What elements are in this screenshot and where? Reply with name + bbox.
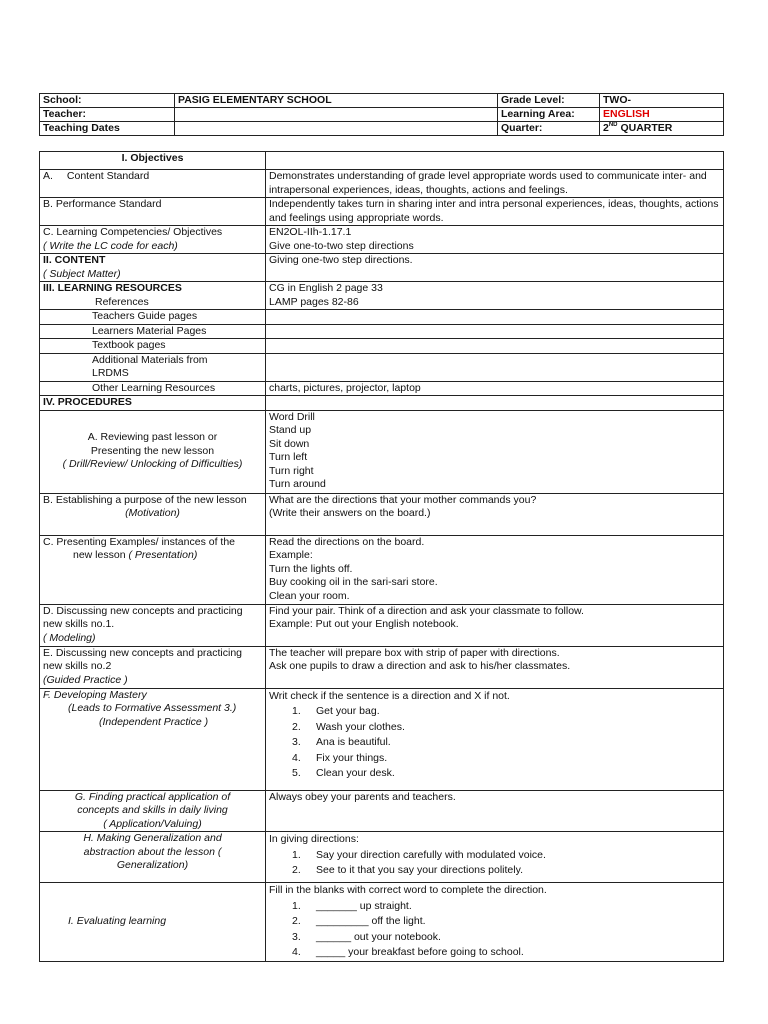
teaching-dates-label: Teaching Dates: [40, 122, 175, 136]
procedure-c-row: [40, 535, 724, 604]
procedure-f-row: [40, 688, 724, 790]
procedure-g-text: Always obey your parents and teachers.: [266, 790, 724, 832]
list-item: 4. _____ your breakfast before going to school.: [292, 946, 524, 958]
procedure-e-line-2: Ask one pupils to draw a direction and ask to his/her classmates.: [269, 660, 571, 672]
additional-materials-row: [40, 353, 724, 381]
quarter-word: QUARTER: [620, 122, 673, 134]
procedure-c-note: ( Presentation): [128, 549, 198, 561]
teacher-label: Teacher:: [40, 108, 175, 122]
teaching-dates-value: [175, 122, 498, 136]
grade-level-label: Grade Level:: [498, 94, 600, 108]
reference-cg: CG in English 2 page 33: [269, 282, 383, 294]
content-standard-text: Demonstrates understanding of grade level appropriate words used to communicate inter- and intrapersonal experiences, ideas, thoughts, actions and feelings.: [266, 170, 724, 198]
procedure-b-row: [40, 493, 724, 535]
procedure-a-label-2: Presenting the new lesson: [90, 444, 215, 457]
procedure-a-label-1: A. Reviewing past lesson or: [87, 431, 218, 444]
procedure-a-row: [40, 410, 724, 493]
list-item: 3. ______ out your notebook.: [292, 930, 441, 943]
procedure-g-row: [40, 790, 724, 832]
other-resources-label: Other Learning Resources: [40, 381, 266, 396]
performance-standard-text: Independently takes turn in sharing inter and intra personal experiences, ideas, thoughts, actions and feelings using appropriate words.: [266, 198, 724, 226]
procedure-f-intro: Writ check if the sentence is a direction and X if not.: [269, 689, 510, 702]
procedure-h-intro: In giving directions:: [269, 833, 359, 845]
list-item: 2. _________ off the light.: [292, 915, 426, 927]
content-standard-letter: A.: [43, 170, 53, 182]
list-item: 4. Fix your things.: [292, 751, 388, 764]
procedure-h-row: [40, 832, 724, 883]
competency-text: Give one-to-two step directions: [269, 239, 414, 252]
procedure-c-line: Turn the lights off.: [269, 562, 353, 575]
quarter-value: [600, 122, 724, 136]
learning-area-label: Learning Area:: [498, 108, 600, 122]
performance-standard-row: [40, 198, 724, 226]
content-standard-row: [40, 170, 724, 198]
content-text: Giving one-two step directions.: [266, 254, 724, 282]
procedures-title: IV. PROCEDURES: [40, 396, 266, 411]
drill-line: Word Drill: [269, 410, 315, 423]
procedure-e-row: [40, 646, 724, 688]
procedure-e-label: E. Discussing new concepts and practicing new skills no.2: [43, 646, 243, 672]
content-row: [40, 254, 724, 282]
objectives-row: [40, 152, 724, 170]
procedure-b-line-2: (Write their answers on the board.): [269, 507, 431, 519]
references-label: References: [95, 295, 149, 308]
procedure-g-label-2: concepts and skills in daily living: [77, 804, 228, 816]
procedure-g-label-1: G. Finding practical application of: [74, 790, 231, 803]
quarter-suffix: ND: [608, 122, 618, 128]
list-item: 1. _______ up straight.: [292, 899, 412, 912]
procedure-d-line-2: Example: Put out your English notebook.: [269, 618, 459, 630]
quarter-number: 2: [603, 122, 609, 134]
procedure-e-line-1: The teacher will prepare box with strip of paper with directions.: [269, 646, 560, 659]
procedure-b-label: B. Establishing a purpose of the new lesson: [43, 493, 247, 506]
procedure-c-line: Buy cooking oil in the sari-sari store.: [269, 576, 438, 588]
competencies-note: ( Write the LC code for each): [43, 239, 178, 252]
drill-line: Stand up: [269, 424, 312, 436]
learners-material-row: [40, 324, 724, 339]
content-note: ( Subject Matter): [43, 267, 121, 280]
procedure-c-line: Read the directions on the board.: [269, 535, 425, 548]
additional-materials-label: Additional Materials from LRDMS: [40, 353, 266, 381]
procedure-c-label-2: new lesson: [73, 549, 126, 561]
content-standard-label: Content Standard: [66, 170, 150, 182]
drill-line: Turn around: [269, 478, 326, 490]
procedure-h-label-3: Generalization): [116, 859, 189, 871]
objectives-title: I. Objectives: [40, 152, 266, 170]
learning-area-value: ENGLISH: [600, 108, 724, 122]
procedure-b-note: (Motivation): [125, 507, 180, 519]
procedure-h-label-2: abstraction about the lesson (: [83, 845, 222, 858]
header-row-dates: [40, 122, 724, 136]
procedure-f-note-2: (Independent Practice ): [99, 715, 209, 728]
procedure-g-note: ( Application/Valuing): [103, 817, 202, 830]
school-label: School:: [40, 94, 175, 108]
procedure-h-label-1: H. Making Generalization and: [83, 832, 222, 844]
drill-line: Turn left: [269, 451, 308, 463]
lesson-plan-table: [39, 151, 724, 962]
procedures-row: [40, 396, 724, 411]
procedure-i-intro: Fill in the blanks with correct word to complete the direction.: [269, 884, 547, 896]
procedure-f-label: F. Developing Mastery: [43, 688, 147, 701]
list-item: 2. Wash your clothes.: [292, 720, 405, 733]
competencies-row: [40, 226, 724, 254]
references-row: [40, 282, 724, 310]
header-table: [39, 93, 724, 136]
procedure-b-line-1: What are the directions that your mother commands you?: [269, 493, 537, 506]
other-resources-value: charts, pictures, projector, laptop: [266, 381, 724, 396]
procedure-a-note: ( Drill/Review/ Unlocking of Difficulties): [62, 458, 243, 471]
procedure-d-note: ( Modeling): [43, 631, 96, 644]
procedure-d-label: D. Discussing new concepts and practicing new skills no.1.: [43, 604, 243, 630]
procedure-d-row: [40, 604, 724, 646]
list-item: 1. Say your direction carefully with modulated voice.: [292, 848, 546, 861]
grade-level-value: TWO-: [600, 94, 724, 108]
performance-standard-label: B. Performance Standard: [40, 198, 266, 226]
header-row-school: [40, 94, 724, 108]
textbook-label: Textbook pages: [40, 339, 266, 354]
procedure-e-note: (Guided Practice ): [43, 673, 128, 686]
procedure-f-note-1: (Leads to Formative Assessment 3.): [68, 702, 237, 714]
reference-lamp: LAMP pages 82-86: [269, 295, 359, 308]
drill-line: Turn right: [269, 464, 314, 477]
school-value: PASIG ELEMENTARY SCHOOL: [175, 94, 498, 108]
header-row-teacher: [40, 108, 724, 122]
competency-code: EN2OL-IIh-1.17.1: [269, 226, 352, 238]
procedure-d-line-1: Find your pair. Think of a direction and ask your classmate to follow.: [269, 604, 584, 617]
teacher-value: [175, 108, 498, 122]
procedure-c-line: Example:: [269, 549, 313, 561]
learners-material-label: Learners Material Pages: [40, 324, 266, 339]
textbook-row: [40, 339, 724, 354]
resources-title: III. LEARNING RESOURCES: [43, 282, 182, 294]
procedure-c-label-1: C. Presenting Examples/ instances of the: [43, 535, 236, 548]
other-resources-row: [40, 381, 724, 396]
procedure-c-line: Clean your room.: [269, 589, 350, 602]
list-item: 1. Get your bag.: [292, 705, 380, 717]
teachers-guide-row: [40, 310, 724, 325]
procedure-i-row: [40, 883, 724, 962]
competencies-label: C. Learning Competencies/ Objectives: [43, 226, 223, 238]
list-item: 3. Ana is beautiful.: [292, 736, 391, 748]
content-title: II. CONTENT: [43, 254, 106, 266]
list-item: 5. Clean your desk.: [292, 767, 395, 779]
list-item: 2. See to it that you say your directions politely.: [292, 864, 523, 876]
drill-line: Sit down: [269, 437, 310, 450]
quarter-label: Quarter:: [498, 122, 600, 136]
procedure-i-label: I. Evaluating learning: [40, 883, 266, 962]
teachers-guide-label: Teachers Guide pages: [40, 310, 266, 325]
